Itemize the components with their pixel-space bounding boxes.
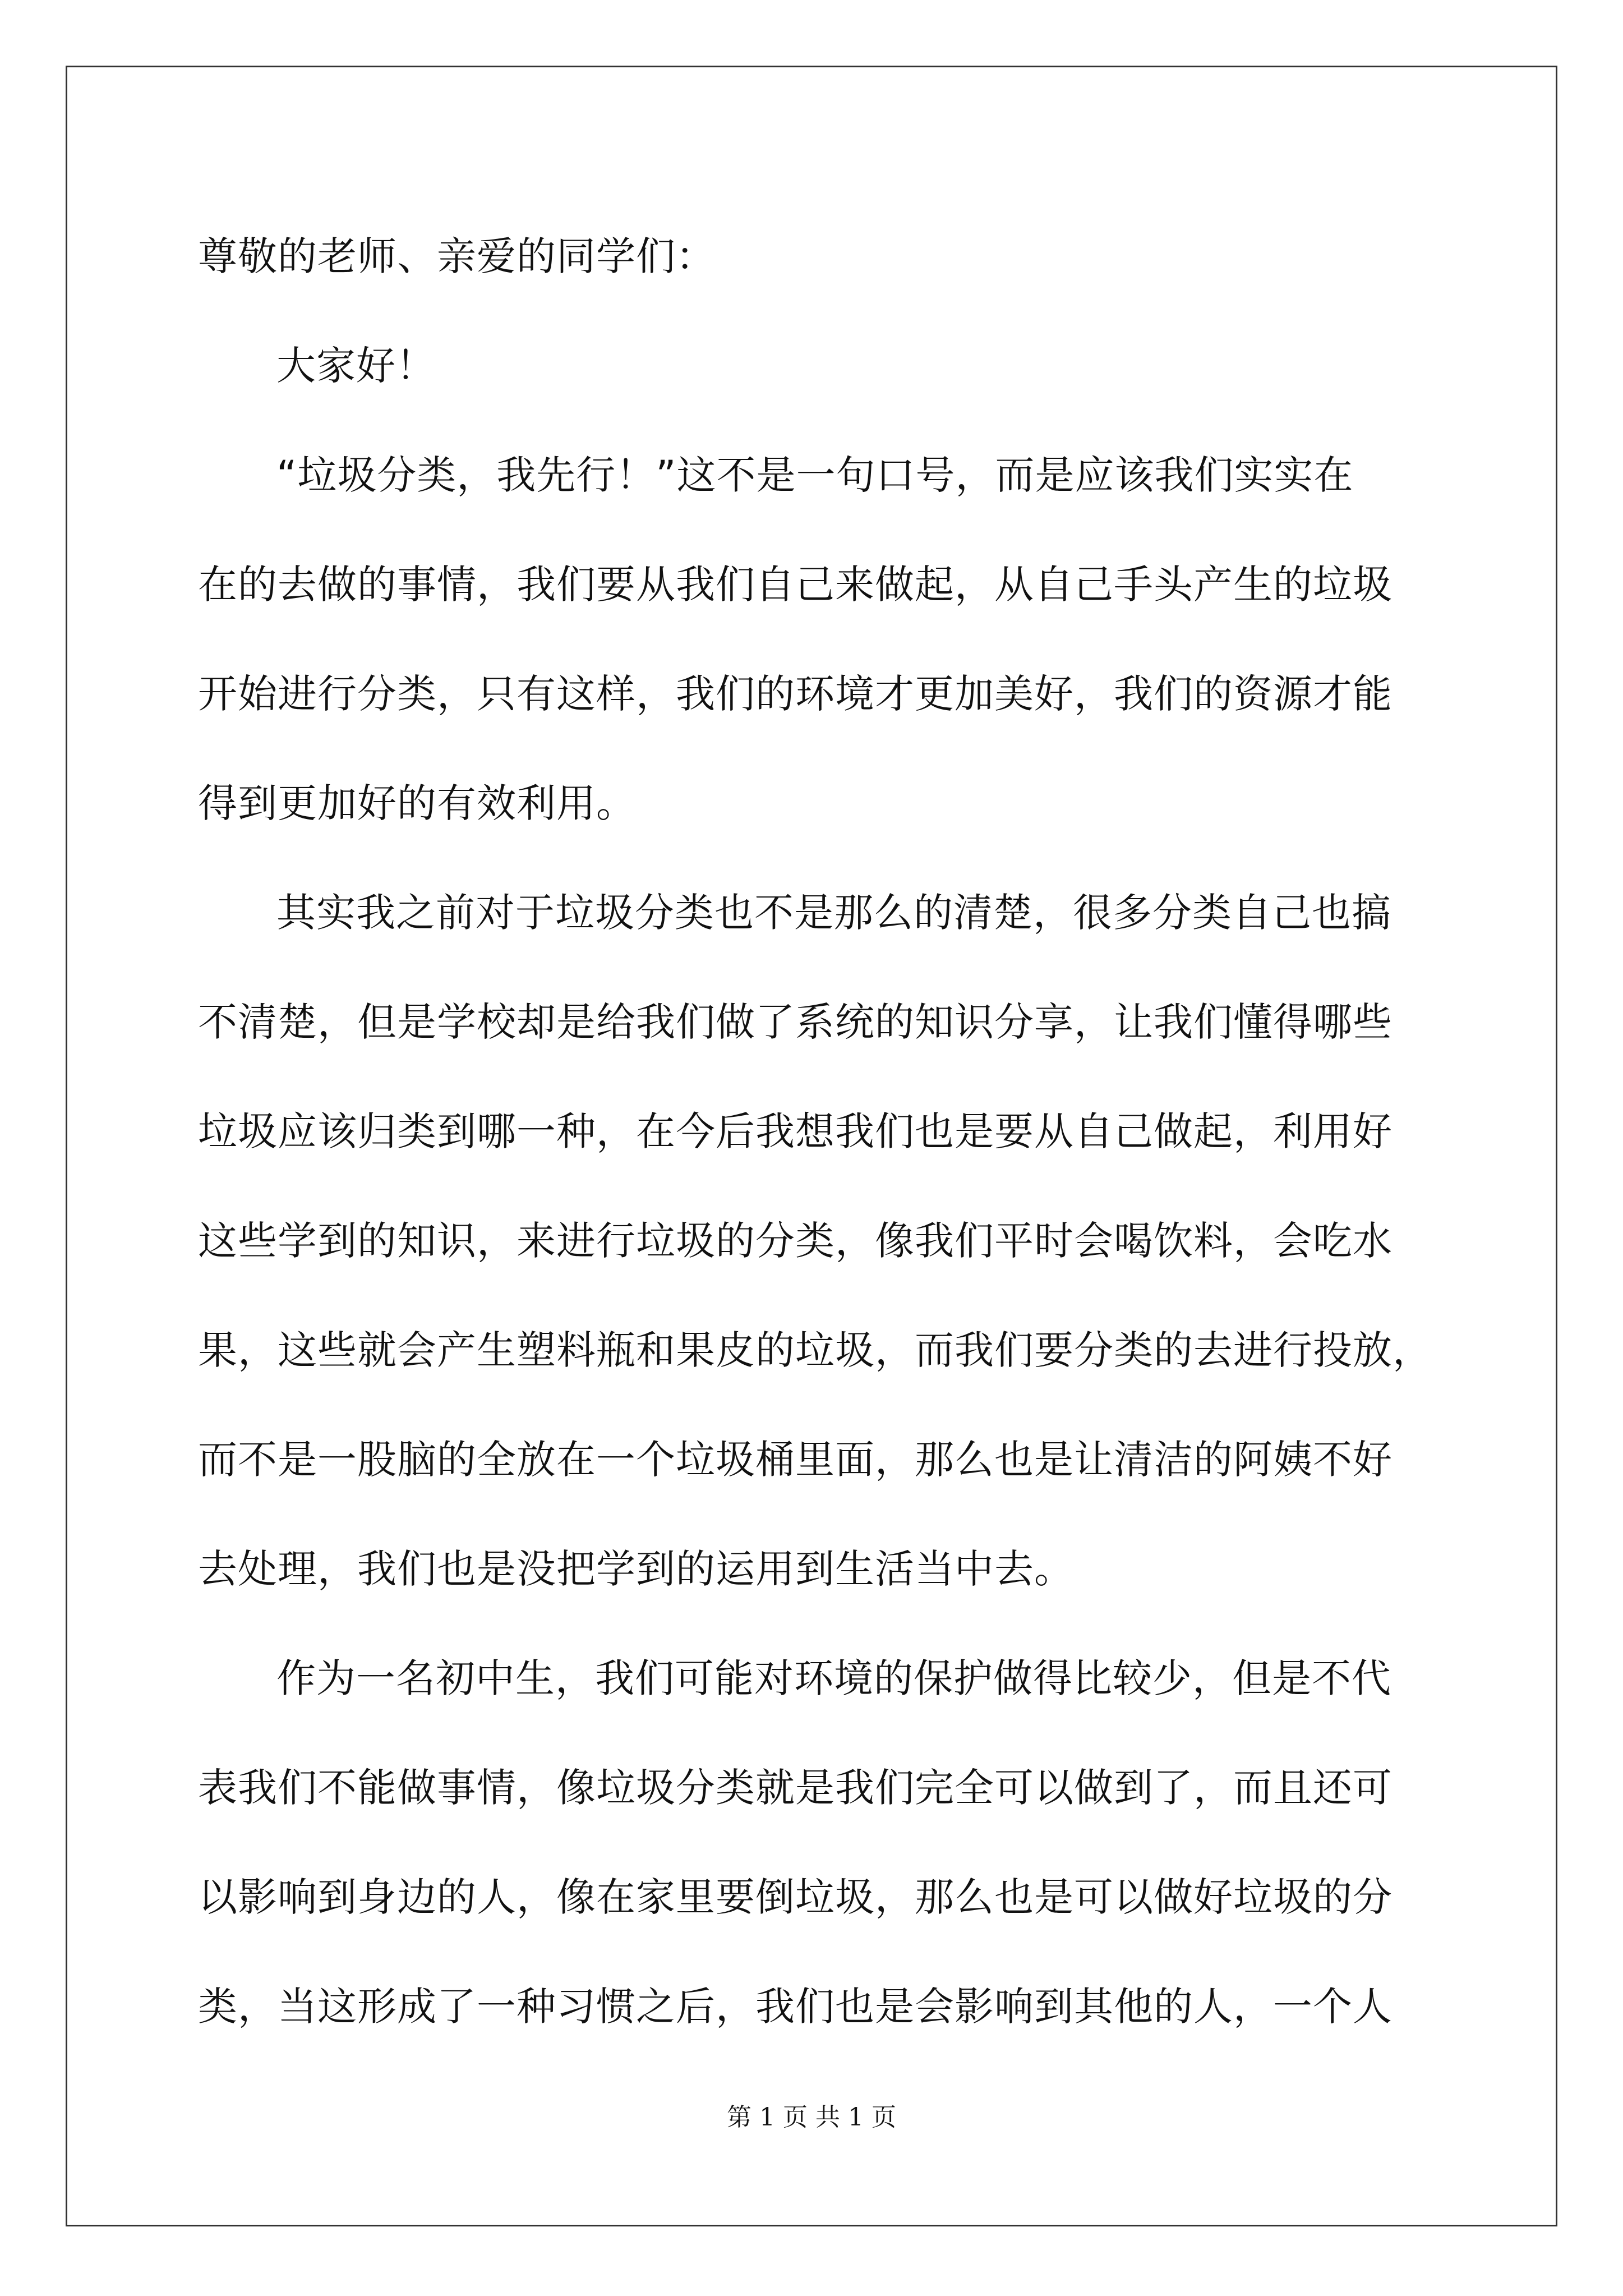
page-footer: 第 1 页 共 1 页 bbox=[727, 2103, 896, 2132]
text-line-13: 去处理，我们也是没把学到的运用到生活当中去。 bbox=[198, 1546, 1074, 1592]
text-line-15: 表我们不能做事情，像垃圾分类就是我们完全可以做到了，而且还可 bbox=[198, 1765, 1393, 1811]
text-line-6: 得到更加好的有效利用。 bbox=[198, 780, 636, 826]
document-body bbox=[198, 202, 1460, 2062]
text-line-16: 以影响到身边的人，像在家里要倒垃圾，那么也是可以做好垃圾的分 bbox=[198, 1874, 1393, 1920]
text-line-5: 开始进行分类，只有这样，我们的环境才更加美好，我们的资源才能 bbox=[198, 671, 1393, 717]
text-line-7: 其实我之前对于垃圾分类也不是那么的清楚，很多分类自己也搞 bbox=[276, 890, 1391, 936]
text-line-4: 在的去做的事情，我们要从我们自己来做起，从自己手头产生的垃圾 bbox=[198, 562, 1393, 608]
text-line-12: 而不是一股脑的全放在一个垃圾桶里面，那么也是让清洁的阿姨不好 bbox=[198, 1437, 1393, 1483]
text-line-3: “垃圾分类，我先行！”这不是一句口号，而是应该我们实实在 bbox=[276, 452, 1354, 498]
text-line-8: 不清楚，但是学校却是给我们做了系统的知识分享，让我们懂得哪些 bbox=[198, 999, 1393, 1045]
text-line-14: 作为一名初中生，我们可能对环境的保护做得比较少，但是不代 bbox=[276, 1655, 1391, 1701]
text-line-1: 尊敬的老师、亲爱的同学们： bbox=[198, 233, 716, 279]
text-line-17: 类，当这形成了一种习惯之后，我们也是会影响到其他的人，一个人 bbox=[198, 1984, 1393, 2030]
text-line-10: 这些学到的知识，来进行垃圾的分类，像我们平时会喝饮料，会吃水 bbox=[198, 1218, 1393, 1264]
text-line-11: 果，这些就会产生塑料瓶和果皮的垃圾，而我们要分类的去进行投放， bbox=[198, 1327, 1432, 1373]
text-line-9: 垃圾应该归类到哪一种，在今后我想我们也是要从自己做起，利用好 bbox=[198, 1108, 1393, 1154]
text-line-2: 大家好！ bbox=[276, 343, 436, 389]
